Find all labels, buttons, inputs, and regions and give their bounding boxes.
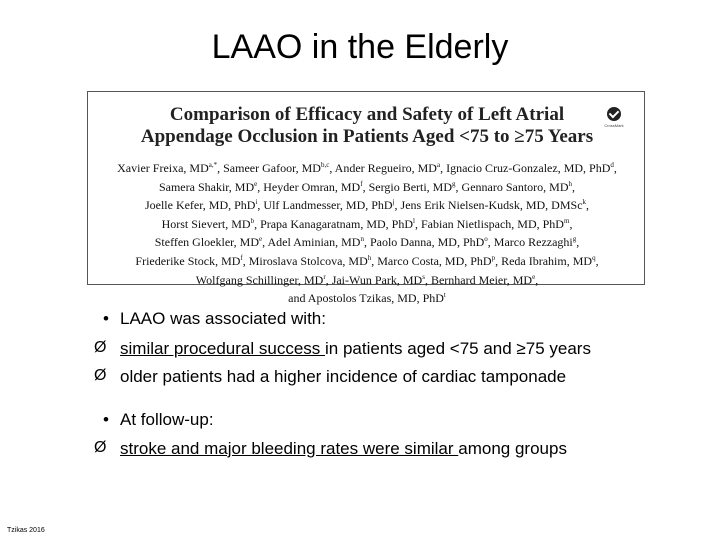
author-name: , Adel Aminian, MD bbox=[262, 235, 361, 250]
author-name: Joelle Kefer, MD, PhD bbox=[144, 198, 256, 213]
arrow-bullet-icon: Ø bbox=[94, 367, 107, 384]
bullet-text-1: LAAO was associated with: bbox=[120, 309, 326, 328]
author-affiliation: l bbox=[413, 216, 415, 225]
author-name: Horst Sievert, MD bbox=[161, 216, 251, 231]
author-affiliation: e bbox=[259, 235, 263, 244]
author-affiliation: g bbox=[452, 179, 456, 188]
author-affiliation: b,c bbox=[320, 161, 330, 169]
author-affiliation: h bbox=[568, 179, 573, 188]
author-name: , Gennaro Santoro, MD bbox=[455, 179, 569, 194]
sub-bullet-rest: in patients aged <75 and ≥75 years bbox=[325, 339, 591, 358]
author-name: Xavier Freixa, MD bbox=[117, 161, 209, 175]
author-affiliation: n bbox=[360, 235, 364, 244]
author-name: , Marco Costa, MD, PhD bbox=[371, 253, 492, 268]
sub-bullet-2: older patients had a higher incidence of cardiac tamponade bbox=[120, 367, 567, 386]
author-separator: , bbox=[586, 198, 590, 213]
sub-bullet-rest: among groups bbox=[458, 439, 567, 458]
slide-title: LAAO in the Elderly bbox=[211, 28, 509, 66]
author-line-1 bbox=[92, 158, 642, 177]
author-affiliation: q bbox=[592, 253, 596, 262]
author-name: Friederike Stock, MD bbox=[135, 253, 241, 268]
author-affiliation: k bbox=[582, 198, 587, 207]
author-affiliation: o bbox=[484, 235, 488, 244]
author-name: , Bernhard Meier, MD bbox=[424, 272, 533, 287]
author-separator: , bbox=[572, 179, 576, 194]
author-name: , Sergio Berti, MD bbox=[362, 179, 453, 194]
author-line-2 bbox=[92, 177, 642, 196]
author-name: and Apostolos Tzikas, MD, PhD bbox=[288, 291, 444, 306]
author-name: , Reda Ibrahim, MD bbox=[495, 253, 593, 268]
author-name: , Heyder Omran, MD bbox=[257, 179, 361, 194]
author-affiliation: f bbox=[240, 253, 243, 262]
author-affiliation: j bbox=[392, 198, 395, 207]
author-name: , Sameer Gafoor, MD bbox=[217, 161, 321, 175]
crossmark-label: CrossMark bbox=[604, 123, 624, 128]
author-separator: , bbox=[613, 161, 617, 175]
author-name: , Miroslava Stolcova, MD bbox=[242, 253, 368, 268]
author-line-3 bbox=[92, 195, 642, 214]
paper-header-image bbox=[87, 91, 645, 306]
author-separator: , bbox=[576, 235, 580, 250]
author-list bbox=[92, 158, 642, 307]
sub-bullet-1 bbox=[120, 339, 591, 359]
author-line-8 bbox=[92, 288, 642, 307]
author-affiliation: e bbox=[254, 179, 258, 188]
paper-title-line-1: Comparison of Efficacy and Safety of Left Atrial bbox=[169, 104, 565, 125]
author-affiliation: d bbox=[610, 161, 614, 169]
author-name: Steffen Gloekler, MD bbox=[154, 235, 260, 250]
author-line-6 bbox=[92, 251, 642, 270]
paper-title bbox=[88, 104, 646, 148]
underlined-phrase: stroke and major bleeding rates were similar bbox=[120, 439, 459, 458]
slide-footer-citation: Tzikas 2016 bbox=[7, 527, 45, 534]
author-name: , Marco Rezzaghi bbox=[487, 235, 573, 250]
author-name: , Jens Erik Nielsen-Kudsk, MD, DMSc bbox=[394, 198, 583, 213]
author-name: Wolfgang Schillinger, MD bbox=[195, 272, 324, 287]
author-separator: , bbox=[595, 253, 599, 268]
author-affiliation: p bbox=[491, 253, 496, 262]
author-separator: , bbox=[569, 216, 573, 231]
arrow-bullet-icon: Ø bbox=[94, 339, 107, 356]
author-separator: , bbox=[535, 272, 539, 287]
author-affiliation: a,* bbox=[208, 161, 218, 169]
author-affiliation: h bbox=[367, 253, 372, 262]
author-affiliation: b bbox=[250, 216, 255, 225]
bullet-text-2: At follow-up: bbox=[120, 410, 214, 429]
sub-bullet-3 bbox=[120, 439, 567, 459]
author-line-7 bbox=[92, 270, 642, 289]
arrow-bullet-icon: Ø bbox=[94, 439, 107, 456]
author-affiliation: r bbox=[323, 272, 326, 281]
author-affiliation: e bbox=[532, 272, 536, 281]
author-affiliation: m bbox=[563, 216, 570, 225]
author-name: , Fabian Nietlispach, MD, PhD bbox=[414, 216, 564, 231]
author-name: , Ulf Landmesser, MD, PhD bbox=[257, 198, 393, 213]
author-name: , Jai-Wun Park, MD bbox=[325, 272, 423, 287]
author-affiliation: t bbox=[443, 291, 446, 300]
bullet-marker: • bbox=[103, 410, 109, 429]
author-name: , Ander Regueiro, MD bbox=[329, 161, 437, 175]
author-affiliation: a bbox=[436, 161, 441, 169]
author-name: , Prapa Kanagaratnam, MD, PhD bbox=[254, 216, 414, 231]
crossmark-badge bbox=[606, 107, 622, 135]
underlined-phrase: similar procedural success bbox=[120, 339, 326, 358]
author-line-4 bbox=[92, 214, 642, 233]
author-affiliation: f bbox=[360, 179, 363, 188]
paper-title-line-2: Appendage Occlusion in Patients Aged <75 to ≥75 Years bbox=[140, 126, 594, 147]
author-name: , Paolo Danna, MD, PhD bbox=[363, 235, 485, 250]
author-line-5 bbox=[92, 232, 642, 251]
crossmark-icon bbox=[607, 107, 621, 121]
author-affiliation: s bbox=[422, 272, 425, 281]
author-affiliation: i bbox=[255, 198, 258, 207]
author-name: Samera Shakir, MD bbox=[158, 179, 255, 194]
author-name: , Ignacio Cruz-Gonzalez, MD, PhD bbox=[440, 161, 611, 175]
bullet-marker: • bbox=[103, 309, 109, 328]
author-affiliation: g bbox=[572, 235, 577, 244]
